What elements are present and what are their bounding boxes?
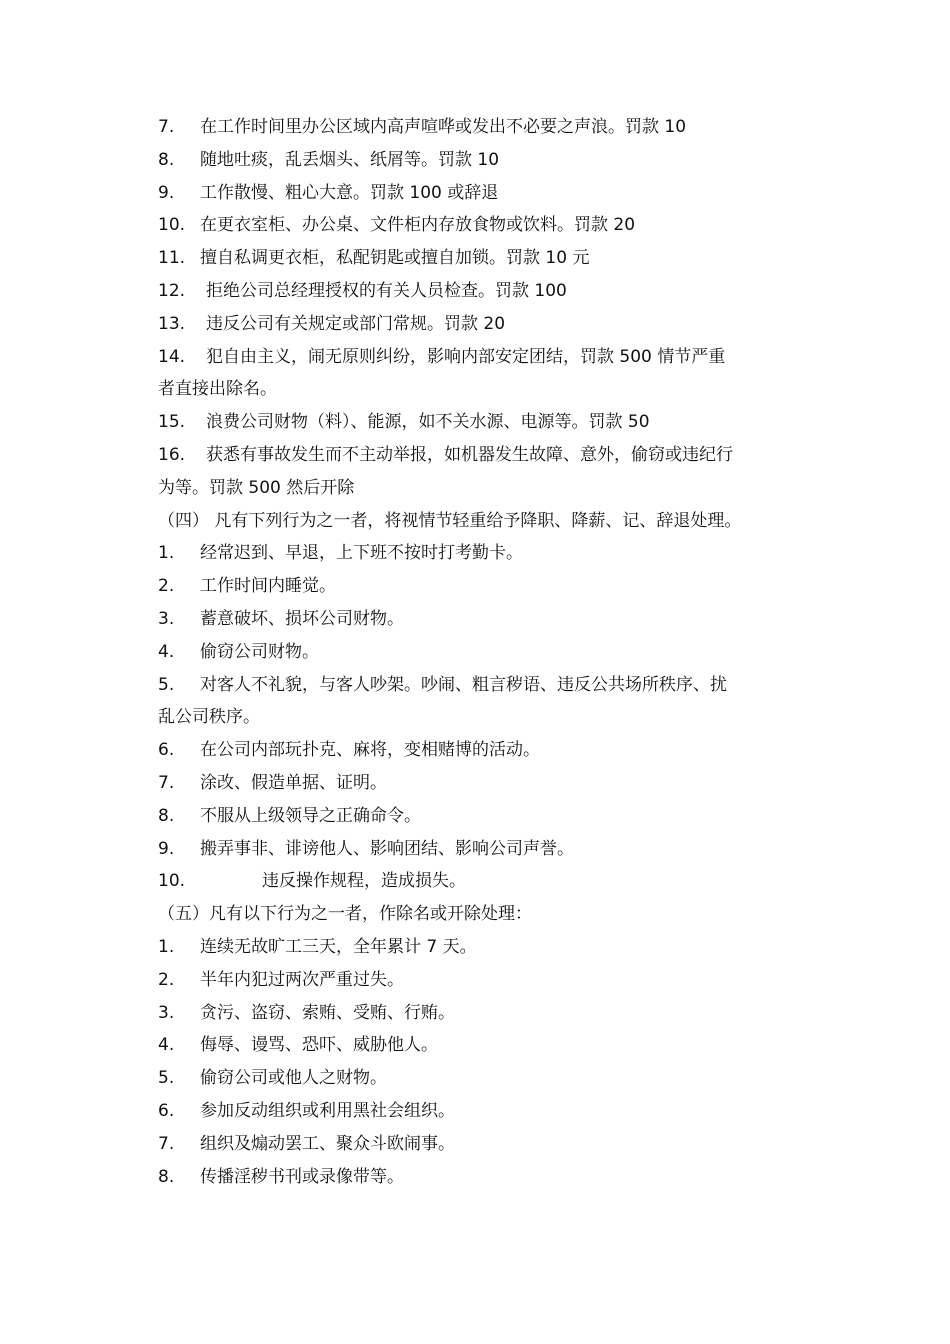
item-continuation: 者直接出除名。	[158, 379, 277, 400]
item-text: 组织及煽动罢工、聚众斗欧闹事。	[200, 1133, 455, 1154]
item-number: 1.	[158, 936, 175, 957]
item-text: 侮辱、谩骂、恐吓、威胁他人。	[200, 1035, 438, 1056]
list-item	[158, 308, 798, 341]
item-number: 4.	[158, 641, 175, 662]
item-number: 12.	[158, 280, 186, 301]
section-heading: （四） 凡有下列行为之一者，将视情节轻重给予降职、降薪、记、辞退处理。	[158, 510, 742, 531]
item-number: 3.	[158, 1002, 175, 1023]
item-number: 16.	[158, 444, 186, 465]
list-item	[158, 734, 798, 767]
list-item	[158, 997, 798, 1030]
item-text: 在更衣室柜、办公桌、文件柜内存放食物或饮料。罚款 20	[200, 215, 636, 236]
item-number: 5.	[158, 1068, 175, 1089]
section4	[158, 505, 798, 899]
item-text: 涂改、假造单据、证明。	[200, 772, 387, 793]
list-item	[158, 439, 798, 472]
list-item	[158, 1029, 798, 1062]
list-item	[158, 964, 798, 997]
list-item	[158, 931, 798, 964]
item-text: 不服从上级领导之正确命令。	[200, 805, 421, 826]
item-text: 贪污、盗窃、索贿、受贿、行贿。	[200, 1002, 455, 1023]
list-item	[158, 144, 798, 177]
item-number: 10.	[158, 215, 186, 236]
item-text: 半年内犯过两次严重过失。	[200, 969, 404, 990]
section3-list	[158, 111, 798, 505]
item-number: 5.	[158, 674, 175, 695]
list-item	[158, 669, 798, 702]
item-text: 工作时间内睡觉。	[200, 576, 336, 597]
item-text: 偷窃公司财物。	[200, 641, 319, 662]
list-item	[158, 406, 798, 439]
item-number: 8.	[158, 805, 175, 826]
item-number: 7.	[158, 1133, 175, 1154]
item-number: 3.	[158, 608, 175, 629]
section5	[158, 898, 798, 1193]
item-text: 偷窃公司或他人之财物。	[200, 1068, 387, 1089]
list-item	[158, 242, 798, 275]
list-item	[158, 636, 798, 669]
item-text: 浪费公司财物（料）、能源，如不关水源、电源等。罚款 50	[206, 412, 650, 433]
item-continuation: 乱公司秩序。	[158, 707, 260, 728]
item-number: 11.	[158, 248, 186, 269]
item-text: 对客人不礼貌，与客人吵架。吵闹、粗言秽语、违反公共场所秩序、扰	[200, 674, 727, 695]
item-text: 蓄意破坏、损坏公司财物。	[200, 608, 404, 629]
list-item	[158, 800, 798, 833]
item-number: 15.	[158, 412, 186, 433]
item-number: 6.	[158, 740, 175, 761]
list-item	[158, 865, 798, 898]
list-item	[158, 111, 798, 144]
item-number: 6.	[158, 1100, 175, 1121]
item-text: 传播淫秽书刊或录像带等。	[200, 1166, 404, 1187]
list-item	[158, 209, 798, 242]
item-number: 13.	[158, 313, 186, 334]
document-body	[158, 111, 798, 1193]
item-number: 9.	[158, 838, 175, 859]
item-text: 经常迟到、早退，上下班不按时打考勤卡。	[200, 543, 523, 564]
item-text: 搬弄事非、诽谤他人、影响团结、影响公司声誉。	[200, 838, 574, 859]
list-item	[158, 833, 798, 866]
item-text: 犯自由主义，闹无原则纠纷，影响内部安定团结，罚款 500 情节严重	[206, 346, 726, 367]
item-number: 14.	[158, 346, 186, 367]
item-number: 8.	[158, 149, 175, 170]
item-number: 2.	[158, 969, 175, 990]
item-text: 擅自私调更衣柜，私配钥匙或擅自加锁。罚款 10 元	[200, 248, 590, 269]
list-item	[158, 1062, 798, 1095]
item-text: 连续无故旷工三天，全年累计 7 天。	[200, 936, 477, 957]
item-text: 违反操作规程，造成损失。	[262, 871, 466, 892]
list-item	[158, 341, 798, 374]
item-number: 10.	[158, 871, 186, 892]
item-number: 7.	[158, 117, 175, 137]
item-text: 拒绝公司总经理授权的有关人员检查。罚款 100	[206, 280, 567, 301]
item-text: 在工作时间里办公区域内高声喧哗或发出不必要之声浪。罚款 10	[200, 117, 687, 137]
item-text: 参加反动组织或利用黑社会组织。	[200, 1100, 455, 1121]
item-text: 违反公司有关规定或部门常规。罚款 20	[206, 313, 506, 334]
list-item	[158, 767, 798, 800]
item-number: 7.	[158, 772, 175, 793]
item-continuation: 为等。罚款 500 然后开除	[158, 477, 355, 498]
list-item	[158, 1161, 798, 1194]
item-number: 1.	[158, 543, 175, 564]
list-item	[158, 1095, 798, 1128]
list-item	[158, 275, 798, 308]
item-text: 工作散慢、粗心大意。罚款 100 或辞退	[200, 182, 499, 203]
item-number: 4.	[158, 1035, 175, 1056]
item-number: 2.	[158, 576, 175, 597]
item-text: 获悉有事故发生而不主动举报，如机器发生故障、意外，偷窃或违纪行	[206, 444, 733, 465]
list-item	[158, 603, 798, 636]
item-number: 9.	[158, 182, 175, 203]
list-item	[158, 1128, 798, 1161]
list-item	[158, 537, 798, 570]
item-text: 在公司内部玩扑克、麻将，变相赌博的活动。	[200, 740, 540, 761]
list-item	[158, 177, 798, 210]
section-heading: （五）凡有以下行为之一者，作除名或开除处理：	[158, 904, 532, 925]
item-number: 8.	[158, 1166, 175, 1187]
list-item	[158, 570, 798, 603]
item-text: 随地吐痰，乱丢烟头、纸屑等。罚款 10	[200, 149, 500, 170]
